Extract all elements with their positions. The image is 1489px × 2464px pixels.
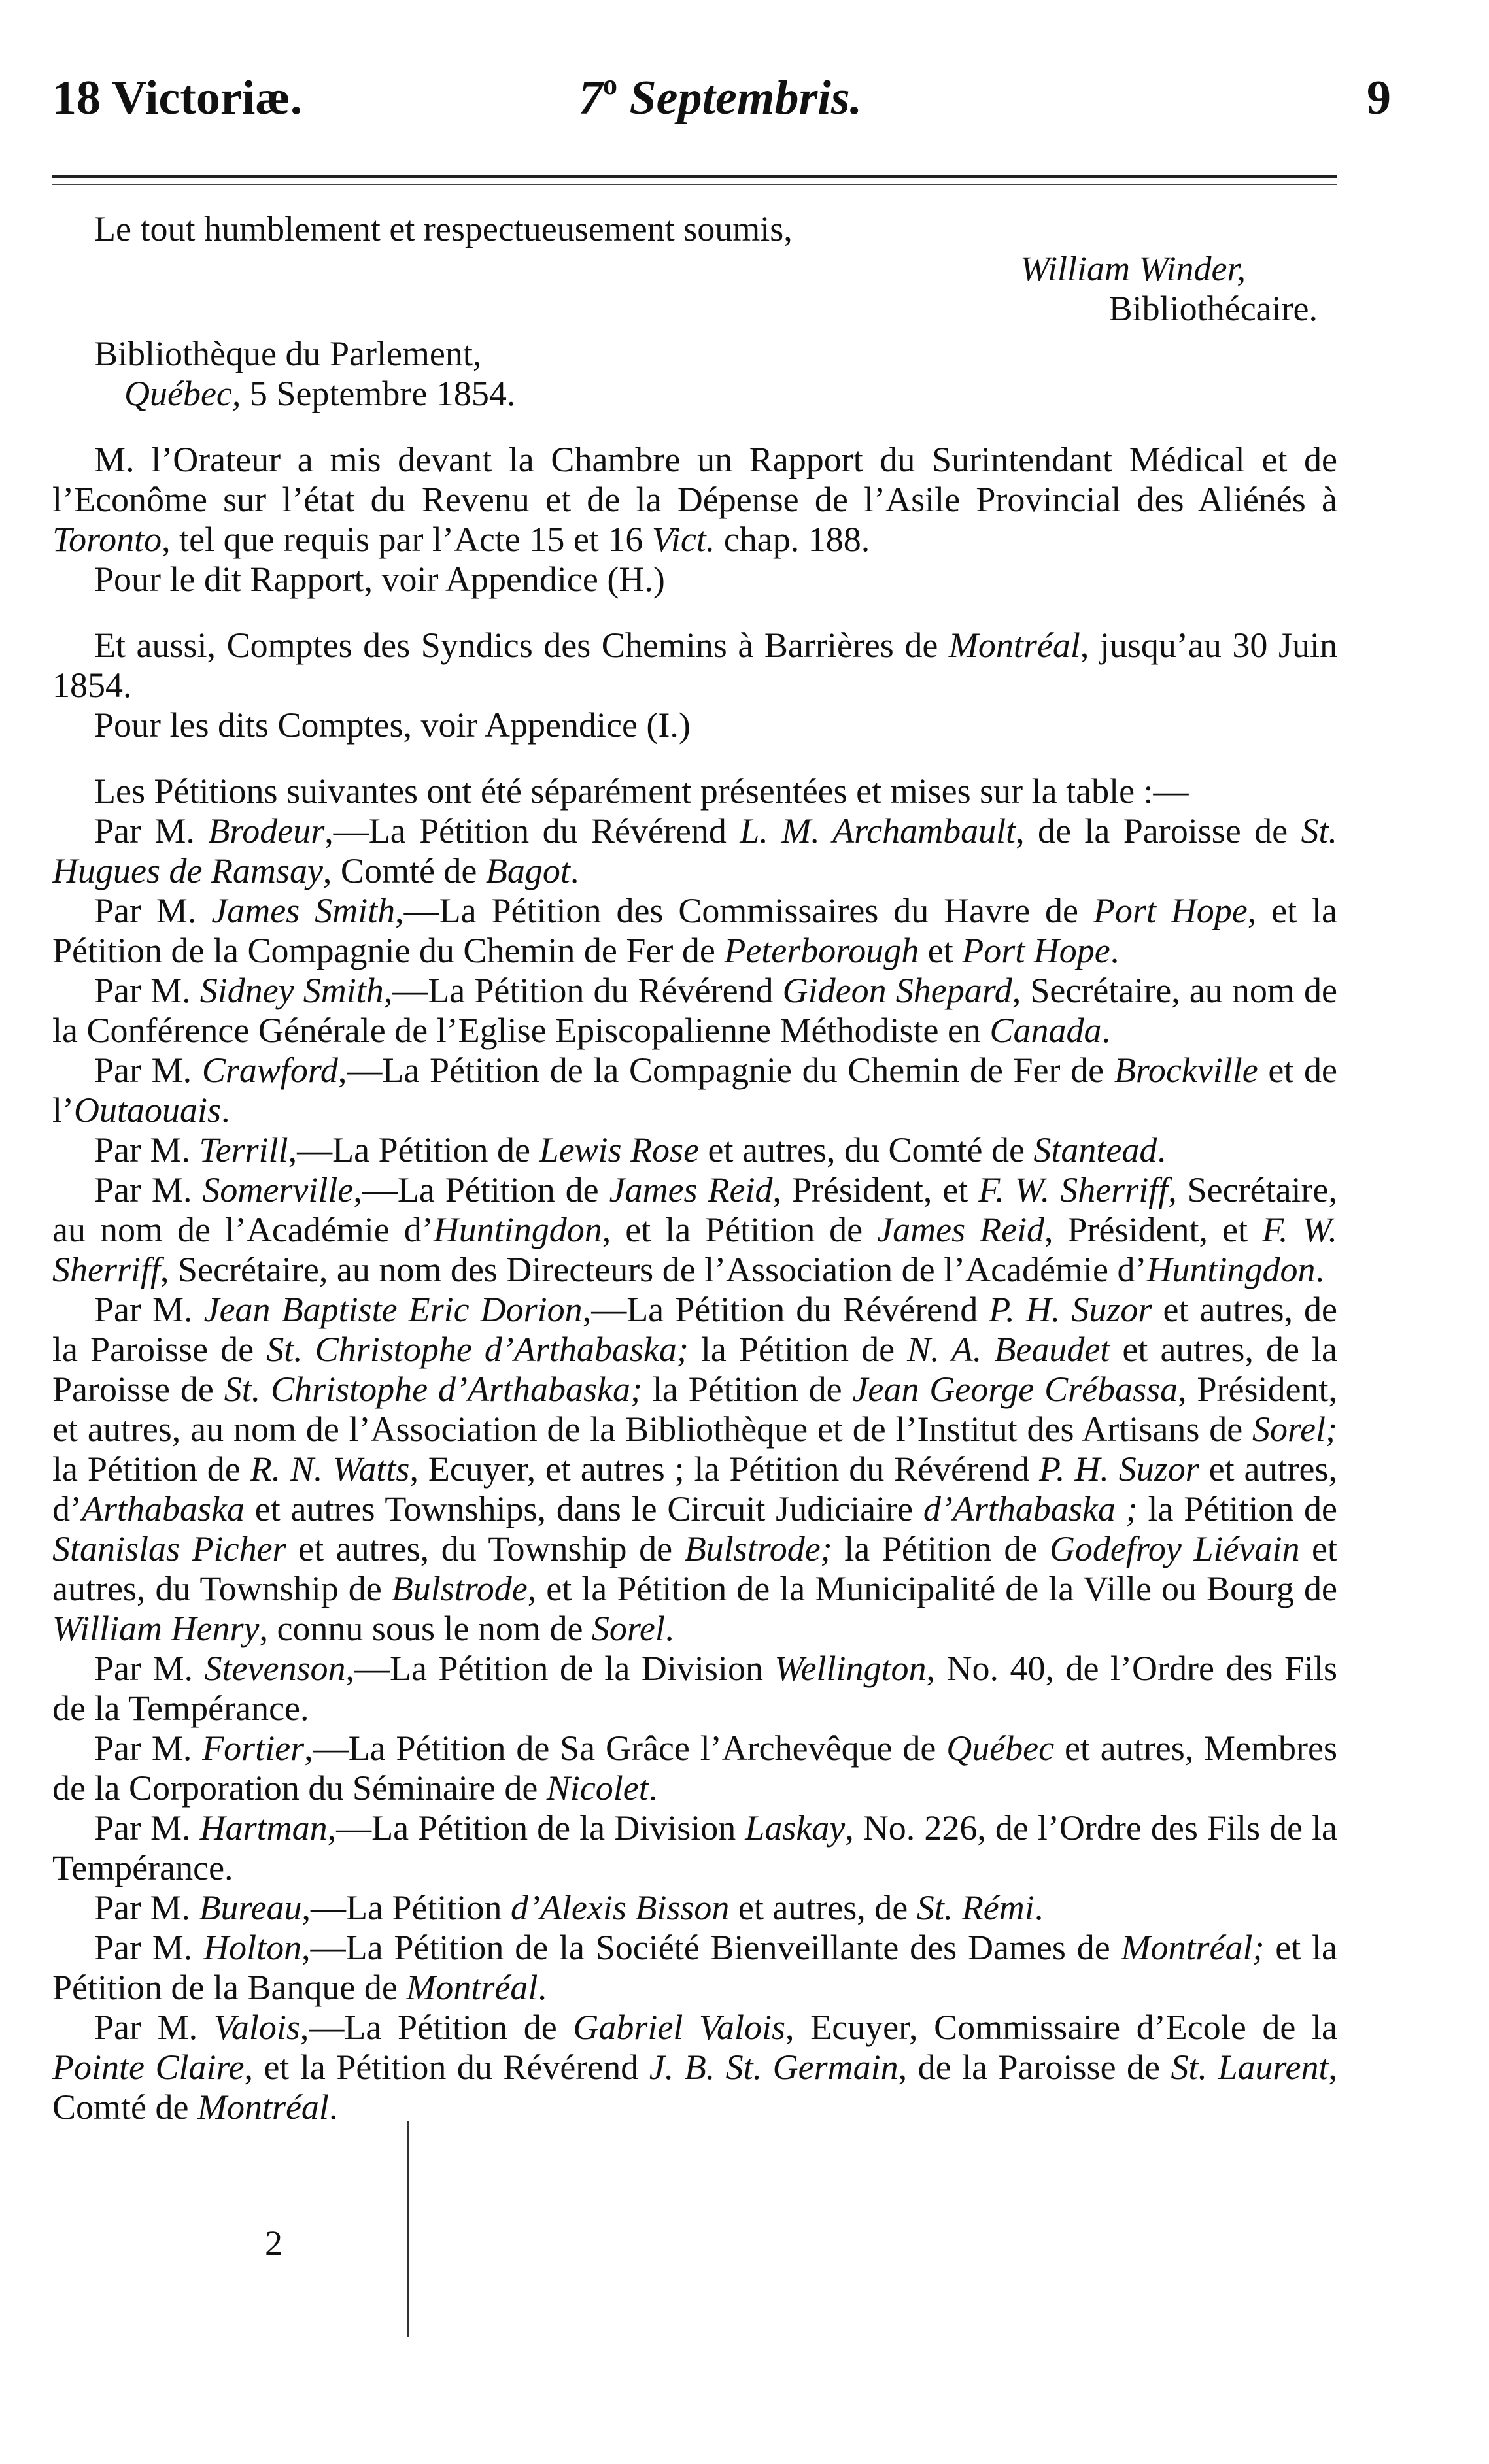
member-name: Stevenson: [204, 1649, 346, 1688]
text-italic: P. H. Suzor: [989, 1290, 1152, 1329]
text: Par M.: [94, 1051, 202, 1090]
text: ,—La Pétition de la Compagnie du Chemin de Fer de: [337, 1051, 1114, 1090]
text-italic: Toronto: [52, 520, 162, 559]
text: , No. 40, de l’Ordre des Fils de la Tempérance.: [52, 1649, 1337, 1728]
signatory-title: Bibliothécaire.: [1108, 289, 1318, 328]
text: ,—La Pétition de: [300, 2008, 573, 2047]
text: la Pétition de: [1137, 1489, 1338, 1528]
text: et autres, de la Paroisse de: [52, 1290, 1337, 1369]
text-italic: St. Rémi: [916, 1888, 1035, 1927]
text-italic: Wellington: [774, 1649, 927, 1688]
text: la Pétition de: [832, 1529, 1050, 1568]
date-line: [52, 374, 1337, 414]
text: , de la Paroisse de: [898, 2048, 1171, 2087]
text: Par M.: [94, 891, 212, 930]
member-name: Terrill: [199, 1130, 288, 1170]
header-rule: [52, 175, 1337, 178]
text: , Secrétaire, au nom de la Conférence Générale de l’Eglise Episcopalienne Méthodiste en: [52, 971, 1338, 1050]
header-rule-thin: [52, 184, 1337, 185]
text-italic: Gideon Shepard: [782, 971, 1012, 1010]
text: ,—La Pétition de Sa Grâce l’Archevêque de: [304, 1729, 947, 1768]
text-italic: Port Hope: [962, 931, 1110, 970]
text: Par M.: [94, 1888, 199, 1927]
text: , No. 226, de l’Ordre des Fils de la Tempérance.: [52, 1808, 1337, 1887]
text-italic: Montréal;: [1121, 1928, 1265, 1967]
text: et autres, Membres de la Corporation du Séminaire de: [52, 1729, 1338, 1808]
text: , connu sous le nom de: [259, 1609, 592, 1648]
paragraph-petitions-intro: Les Pétitions suivantes ont été séparément présentées et mises sur la table :—: [94, 771, 1189, 811]
text: la Pétition de: [688, 1330, 908, 1369]
text: .: [1034, 1888, 1044, 1927]
petition-somerville: [52, 1170, 1337, 1290]
text: , tel que requis par l’Acte 15 et 16: [162, 520, 652, 559]
text-italic: St. Hugues de Ramsay: [52, 811, 1338, 890]
text-italic: St. Laurent: [1171, 2048, 1329, 2087]
text: , Comté de: [52, 2048, 1338, 2127]
text: , Secrétaire, au nom de l’Académie d’: [52, 1170, 1337, 1249]
text: Par M.: [94, 1290, 204, 1329]
text-italic: Montréal: [948, 626, 1080, 665]
text: Par M.: [94, 1649, 205, 1688]
text: Par M.: [94, 971, 200, 1010]
text: Par M.: [94, 1130, 199, 1170]
text: , et la Pétition de la Municipalité de la Ville ou Bourg de: [527, 1569, 1337, 1608]
text-italic: Bagot: [485, 851, 570, 890]
signatory-name: William Winder,: [1019, 249, 1246, 288]
text: ,—La Pétition: [301, 1888, 511, 1927]
text-italic: R. N. Watts: [250, 1449, 410, 1489]
text: ,—La Pétition du Révérend: [582, 1290, 989, 1329]
text: Par M.: [94, 811, 209, 851]
text-italic: Laskay: [745, 1808, 846, 1848]
text-italic: Huntingdon: [433, 1210, 602, 1249]
paragraph-comptes-ref: Pour les dits Comptes, voir Appendice (I.): [94, 705, 691, 745]
member-name: James Smith: [211, 891, 396, 930]
text: chap. 188.: [715, 520, 870, 559]
text: Par M.: [94, 1170, 203, 1209]
member-name: Bureau: [199, 1888, 302, 1927]
text: .: [1315, 1250, 1324, 1289]
text: , jusqu’au 30 Juin 1854.: [52, 626, 1337, 705]
text-italic: N. A. Beaudet: [907, 1330, 1110, 1369]
text: .: [664, 1609, 674, 1648]
text: ,—La Pétition de la Division: [345, 1649, 775, 1688]
text-italic: Godefroy Liévain: [1049, 1529, 1300, 1568]
member-name: Brodeur: [208, 811, 325, 851]
petition-fortier: [52, 1729, 1337, 1808]
text-italic: Lewis Rose: [539, 1130, 700, 1170]
member-name: Fortier: [202, 1729, 305, 1768]
petition-sidney-smith: [52, 971, 1337, 1051]
text: ,—La Pétition de: [353, 1170, 609, 1209]
petition-dorion: [52, 1290, 1337, 1649]
place-line: Bibliothèque du Parlement,: [94, 334, 482, 373]
running-head: [52, 71, 1391, 129]
text: ,—La Pétition du Révérend: [383, 971, 783, 1010]
text: .: [1157, 1130, 1166, 1170]
text-italic: Gabriel Valois: [573, 2008, 786, 2047]
regnal-year: 18 Victoriæ.: [52, 71, 303, 125]
text: ,—La Pétition du Révérend: [324, 811, 740, 851]
text-italic: St. Christophe d’Arthabaska;: [224, 1370, 642, 1409]
petition-crawford: [52, 1051, 1337, 1130]
text: et autres, du Township de: [52, 1529, 1338, 1608]
text-italic: Brockville: [1114, 1051, 1258, 1090]
paragraph-comptes: [52, 626, 1337, 705]
date-ordinal: o: [603, 69, 617, 101]
text-italic: d’Alexis Bisson: [510, 1888, 730, 1927]
letter-date: 5 Septembre 1854.: [249, 374, 516, 413]
text: .: [328, 2087, 338, 2127]
text-italic: Québec: [946, 1729, 1055, 1768]
text-italic: Peterborough: [724, 931, 919, 970]
text-italic: James Reid: [877, 1210, 1045, 1249]
member-name: Jean Baptiste Eric Dorion: [203, 1290, 583, 1329]
date-heading: [579, 71, 862, 126]
signature-mark: 2: [265, 2223, 282, 2263]
page-number: 9: [1367, 71, 1391, 125]
paragraph-orateur: [52, 440, 1337, 560]
text: et autres Townships, dans le Circuit Judiciaire: [244, 1489, 923, 1528]
text: , Ecuyer, et autres ; la Pétition du Révérend: [409, 1449, 1039, 1489]
petition-bureau: [52, 1888, 1337, 1928]
text: , Président, et: [1044, 1210, 1262, 1249]
text-italic: P. H. Suzor: [1038, 1449, 1199, 1489]
text-italic: James Reid: [609, 1170, 773, 1209]
text: , Comté de: [322, 851, 486, 890]
member-name: Hartman: [199, 1808, 328, 1848]
text: et autres, de: [729, 1888, 917, 1927]
text: .: [1110, 931, 1120, 970]
member-name: Crawford: [201, 1051, 338, 1090]
text-italic: Sorel;: [1252, 1409, 1337, 1449]
text-italic: Canada: [989, 1011, 1102, 1050]
text-italic: d’Arthabaska ;: [923, 1489, 1138, 1528]
text: et de l’: [52, 1051, 1337, 1130]
date-month: Septembris.: [629, 71, 863, 125]
text: et autres, de la Paroisse de: [52, 1330, 1337, 1409]
text-italic: Jean George Crébassa: [852, 1370, 1178, 1409]
text: .: [1101, 1011, 1110, 1050]
text: ,—La Pétition de la Division: [327, 1808, 745, 1848]
text: .: [570, 851, 579, 890]
closing-line: Le tout humblement et respectueusement soumis,: [94, 209, 793, 248]
text-italic: F. W. Sherriff: [52, 1210, 1338, 1289]
text: .: [538, 1968, 547, 2007]
text-italic: Nicolet: [546, 1768, 649, 1808]
text-italic: L. M. Archambault: [740, 811, 1016, 851]
text: ,—La Pétition de la Société Bienveillante des Dames de: [301, 1928, 1121, 1967]
text-italic: J. B. St. Germain: [649, 2048, 899, 2087]
text-italic: Pointe Claire: [52, 2048, 245, 2087]
member-name: Sidney Smith: [199, 971, 384, 1010]
text: , et la Pétition de: [602, 1210, 878, 1249]
petition-valois: [52, 2008, 1337, 2127]
text: Par M.: [94, 1808, 200, 1848]
text: , Président, et: [772, 1170, 979, 1209]
text: et: [919, 931, 963, 970]
text-italic: William Henry: [52, 1609, 260, 1648]
text-italic: St. Christophe d’Arthabaska;: [266, 1330, 689, 1369]
paragraph-rapport: Pour le dit Rapport, voir Appendice (H.): [94, 560, 665, 599]
petition-holton: [52, 1928, 1337, 2008]
text: .: [648, 1768, 658, 1808]
text: , et la Pétition du Révérend: [244, 2048, 649, 2087]
text-italic: Montréal: [406, 1968, 538, 2007]
text: et la Pétition de la Banque de: [52, 1928, 1337, 2007]
scan-artifact-line: [407, 2121, 409, 2337]
text: , Ecuyer, Commissaire d’Ecole de la: [785, 2008, 1337, 2047]
text-italic: Montréal: [197, 2087, 329, 2127]
city: Québec,: [124, 374, 241, 413]
text-italic: Bulstrode: [391, 1569, 528, 1608]
text: et autres, d’: [52, 1449, 1337, 1528]
text: la Pétition de: [52, 1449, 250, 1489]
text: Et aussi, Comptes des Syndics des Chemins à Barrières de: [94, 626, 949, 665]
text: Par M.: [94, 1729, 203, 1768]
text-italic: Port Hope: [1093, 891, 1248, 930]
petition-terrill: [52, 1130, 1337, 1170]
member-name: Somerville: [202, 1170, 354, 1209]
petition-james-smith: [52, 891, 1337, 971]
document-body: [52, 209, 1337, 2127]
text-italic: Stantead: [1033, 1130, 1157, 1170]
petition-stevenson: [52, 1649, 1337, 1729]
date-day: 7: [579, 71, 603, 125]
text: ,—La Pétition de: [288, 1130, 539, 1170]
member-name: Valois: [213, 2008, 300, 2047]
text: Par M.: [94, 2008, 214, 2047]
text: Par M.: [94, 1928, 204, 1967]
text-italic: Vict.: [651, 520, 715, 559]
text: , de la Paroisse de: [1016, 811, 1301, 851]
text: M. l’Orateur a mis devant la Chambre un Rapport du Surintendant Médical et de l’Econôme sur l’état du Revenu et de la Dépense de l’Asile Provincial des Aliénés à: [52, 440, 1337, 519]
text-italic: Sorel: [591, 1609, 665, 1648]
text: , Président, et autres, au nom de l’Association de la Bibliothèque et de l’Institut des Artisans de: [52, 1370, 1337, 1449]
text: et autres, du Township de: [286, 1529, 685, 1568]
text: .: [221, 1090, 230, 1130]
text-italic: Bulstrode;: [684, 1529, 832, 1568]
text-italic: Stanislas Picher: [52, 1529, 286, 1568]
text-italic: Outaouais: [74, 1090, 222, 1130]
text-italic: Arthabaska: [81, 1489, 245, 1528]
petition-hartman: [52, 1808, 1337, 1888]
text: , Secrétaire, au nom des Directeurs de l’Association de l’Académie d’: [160, 1250, 1147, 1289]
member-name: Holton: [203, 1928, 302, 1967]
text: et autres, du Comté de: [699, 1130, 1034, 1170]
text: la Pétition de: [642, 1370, 853, 1409]
text-italic: F. W. Sherriff: [978, 1170, 1169, 1209]
petition-brodeur: [52, 811, 1337, 891]
text: ,—La Pétition des Commissaires du Havre de: [395, 891, 1093, 930]
text: , et la Pétition de la Compagnie du Chemin de Fer de: [52, 891, 1338, 970]
text-italic: Huntingdon: [1146, 1250, 1316, 1289]
